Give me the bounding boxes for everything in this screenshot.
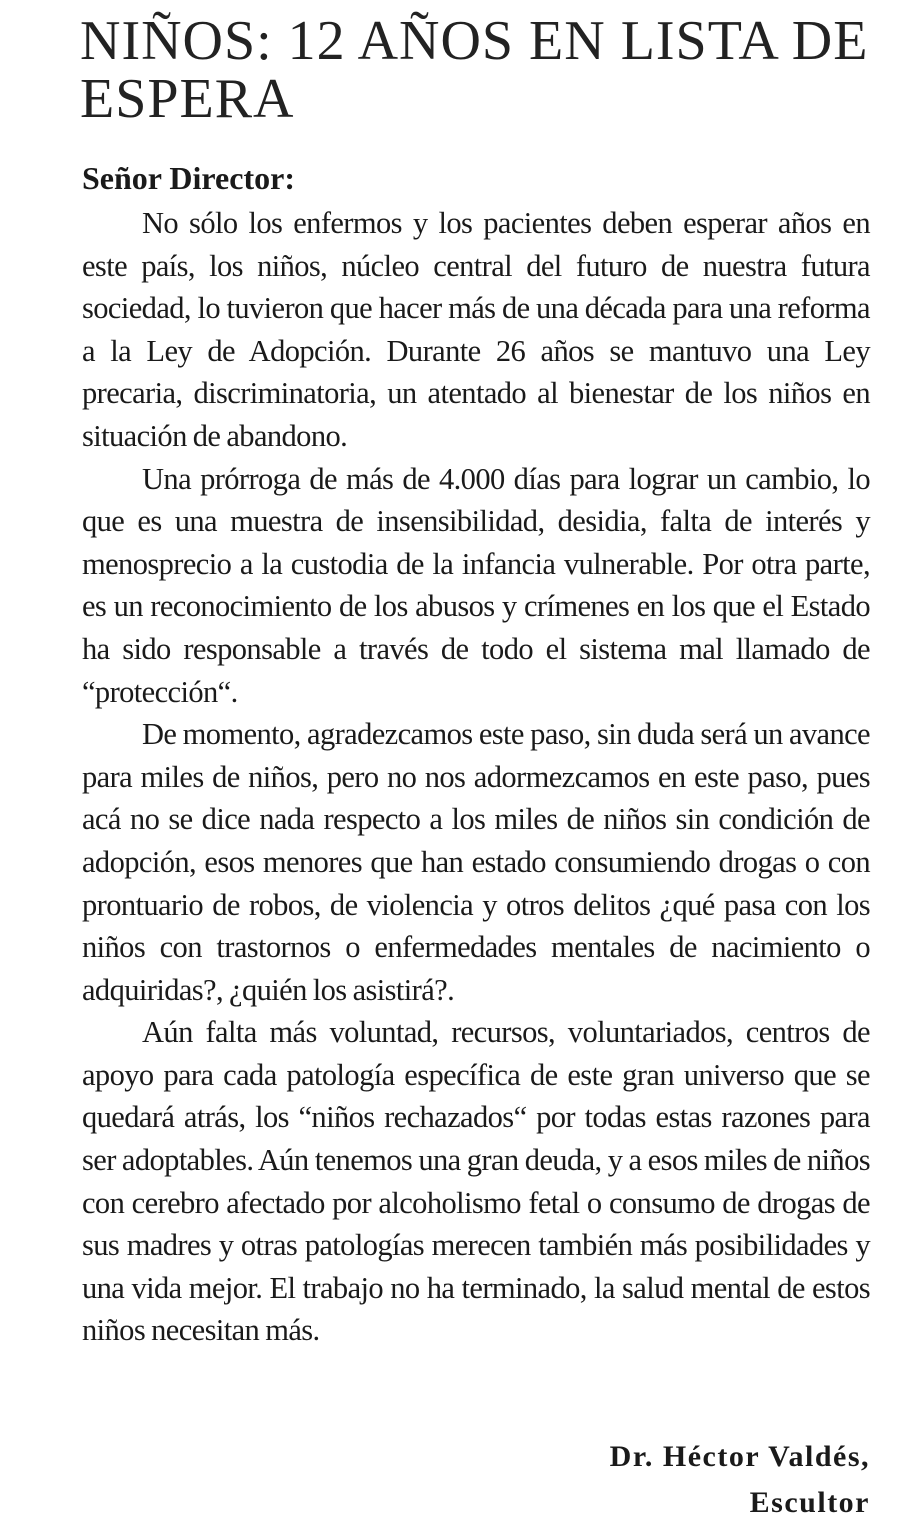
paragraph-2: Una prórroga de más de 4.000 días para lograr un cambio, lo que es una muestra de insensibilidad, desidia, falta de interés y menosprecio a la custodia de la infancia vulnerable. Por otra parte, es un reconocimiento de los abusos y crímenes en los que el Estado ha sido responsable a través de todo el sistema mal llamado de “protección“. [82, 461, 870, 709]
salutation: Señor Director: [82, 160, 295, 196]
signature-block [610, 1434, 870, 1526]
article-title: NIÑOS: 12 AÑOS EN LISTA DE ESPERA [80, 10, 869, 130]
letter-body [82, 202, 870, 1352]
signature-role: Escultor [749, 1486, 870, 1519]
signature-name: Dr. Héctor Valdés, [609, 1440, 870, 1473]
paragraph-1: No sólo los enfermos y los pacientes deben esperar años en este país, los niños, núcleo central del futuro de nuestra futura sociedad, lo tuvieron que hacer más de una década para una reforma a la Ley de Adopción. Durante 26 años se mantuvo una Ley precaria, discriminatoria, un atentado al bienestar de los niños en situación de abandono. [82, 206, 870, 453]
paragraph-3: De momento, agradezcamos este paso, sin duda será un avance para miles de niños, pero no nos adormezcamos en este paso, pues acá no se dice nada respecto a los miles de niños sin condición de adopción, esos menores que han estado consumiendo drogas o con prontuario de robos, de violencia y otros delitos ¿qué pasa con los niños con trastornos o enfermedades mentales de nacimiento o adquiridas?, ¿quién los asistirá?. [82, 717, 870, 1007]
paragraph-4: Aún falta más voluntad, recursos, voluntariados, centros de apoyo para cada patología específica de este gran universo que se quedará atrás, los “niños rechazados“ por todas estas razones para ser adoptables. Aún tenemos una gran deuda, y a esos miles de niños con cerebro afectado por alcoholismo fetal o consumo de drogas de sus madres y otras patologías merecen también más posibilidades y una vida mejor. El trabajo no ha terminado, la salud mental de estos niños necesitan más. [82, 1015, 870, 1348]
